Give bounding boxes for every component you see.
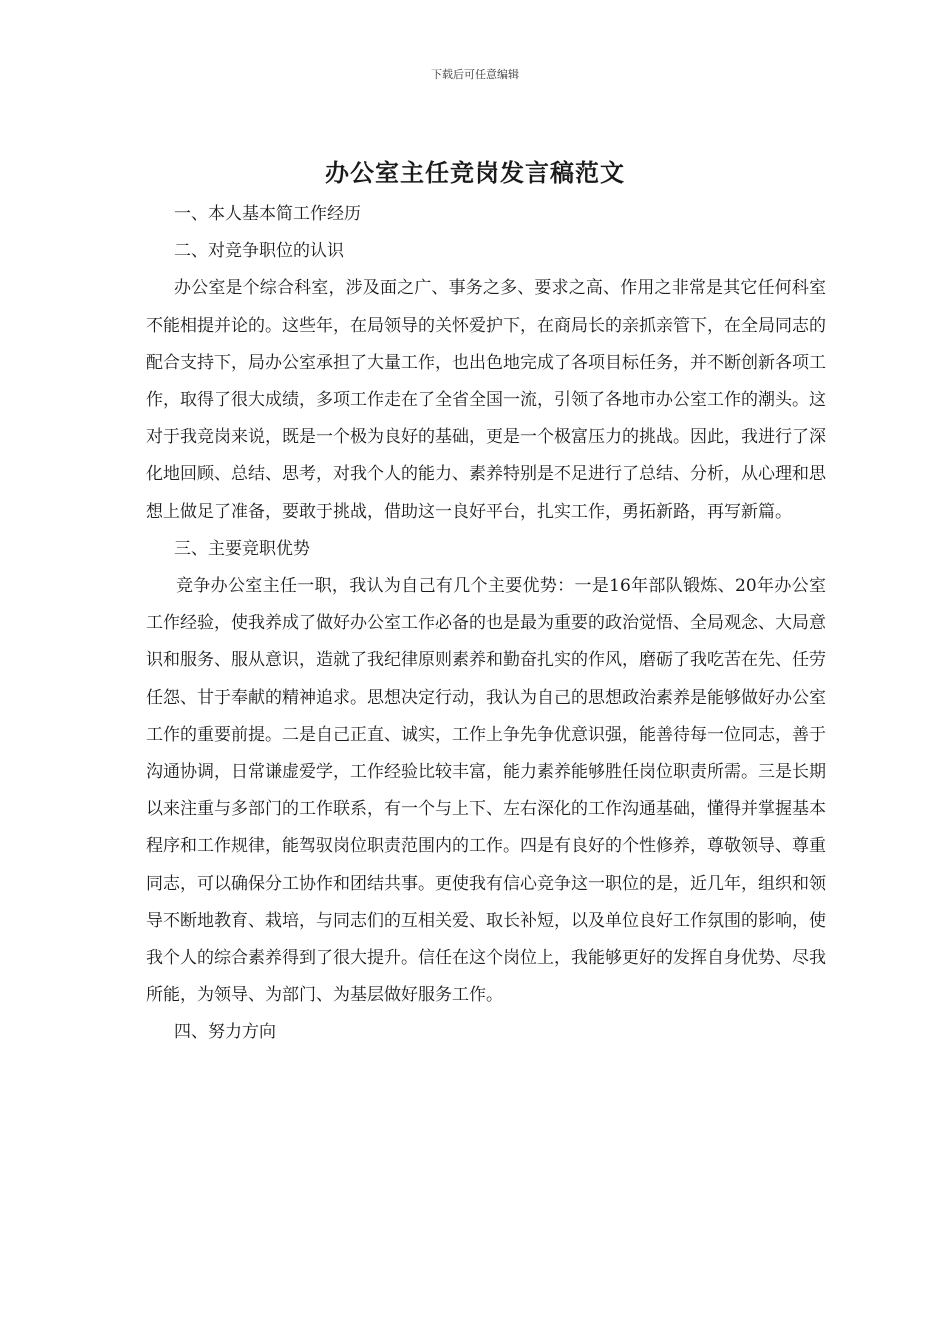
document-body xyxy=(146,196,826,1052)
section-heading-2: 二、对竞争职位的认识 xyxy=(174,241,344,262)
header-note: 下载后可任意编辑 xyxy=(431,68,519,81)
section-heading-1: 一、本人基本简工作经历 xyxy=(174,204,361,224)
section-body-2: 办公室是个综合科室，涉及面之广、事务之多、要求之高、作用之非常是其它任何科室不能相提并论的。这些年，在局领导的关怀爱护下，在商局长的亲抓亲管下，在全局同志的配合支持下，局办公室承担了大量工作，也出色地完成了各项目标任务，并不断创新各项工作，取得了很大成绩，多项工作走在了全省全国一流，引领了各地市办公室工作的潮头。这对于我竞岗来说，既是一个极为良好的基础，更是一个极富压力的挑战。因此，我进行了深化地回顾、总结、思考，对我个人的能力、素养特别是不足进行了总结、分析，从心理和思想上做足了准备，要敢于挑战，借助这一良好平台，扎实工作，勇拓新路，再写新篇。 xyxy=(146,278,826,522)
section-heading-3: 三、主要竞职优势 xyxy=(174,538,310,559)
section-body-3: 竞争办公室主任一职，我认为自己有几个主要优势：一是16年部队锻炼、20年办公室工作经验，使我养成了做好办公室工作必备的也是最为重要的政治觉悟、全局观念、大局意识和服务、服从意识，造就了我纪律原则素养和勤奋扎实的作风，磨砺了我吃苦在先、任劳任怨、甘于奉献的精神追求。思想决定行动，我认为自己的思想政治素养是能够做好办公室工作的重要前提。二是自己正直、诚实，工作上争先争优意识强，能善待每一位同志，善于沟通协调，日常谦虚爱学，工作经验比较丰富，能力素养能够胜任岗位职责所需。三是长期以来注重与多部门的工作联系，有一个与上下、左右深化的工作沟通基础，懂得并掌握基本程序和工作规律，能驾驭岗位职责范围内的工作。四是有良好的个性修养，尊敬领导、尊重同志，可以确保分工协作和团结共事。更使我有信心竞争这一职位的是，近几年，组织和领导不断地教育、栽培，与同志们的互相关爱、取长补短，以及单位良好工作氛围的影响，使我个人的综合素养得到了很大提升。信任在这个岗位上，我能够更好的发挥自身优势、尽我所能，为领导、为部门、为基层做好服务工作。 xyxy=(146,576,826,1006)
section-heading-4: 四、努力方向 xyxy=(174,1022,276,1043)
document-title: 办公室主任竞岗发言稿范文 xyxy=(325,158,625,187)
